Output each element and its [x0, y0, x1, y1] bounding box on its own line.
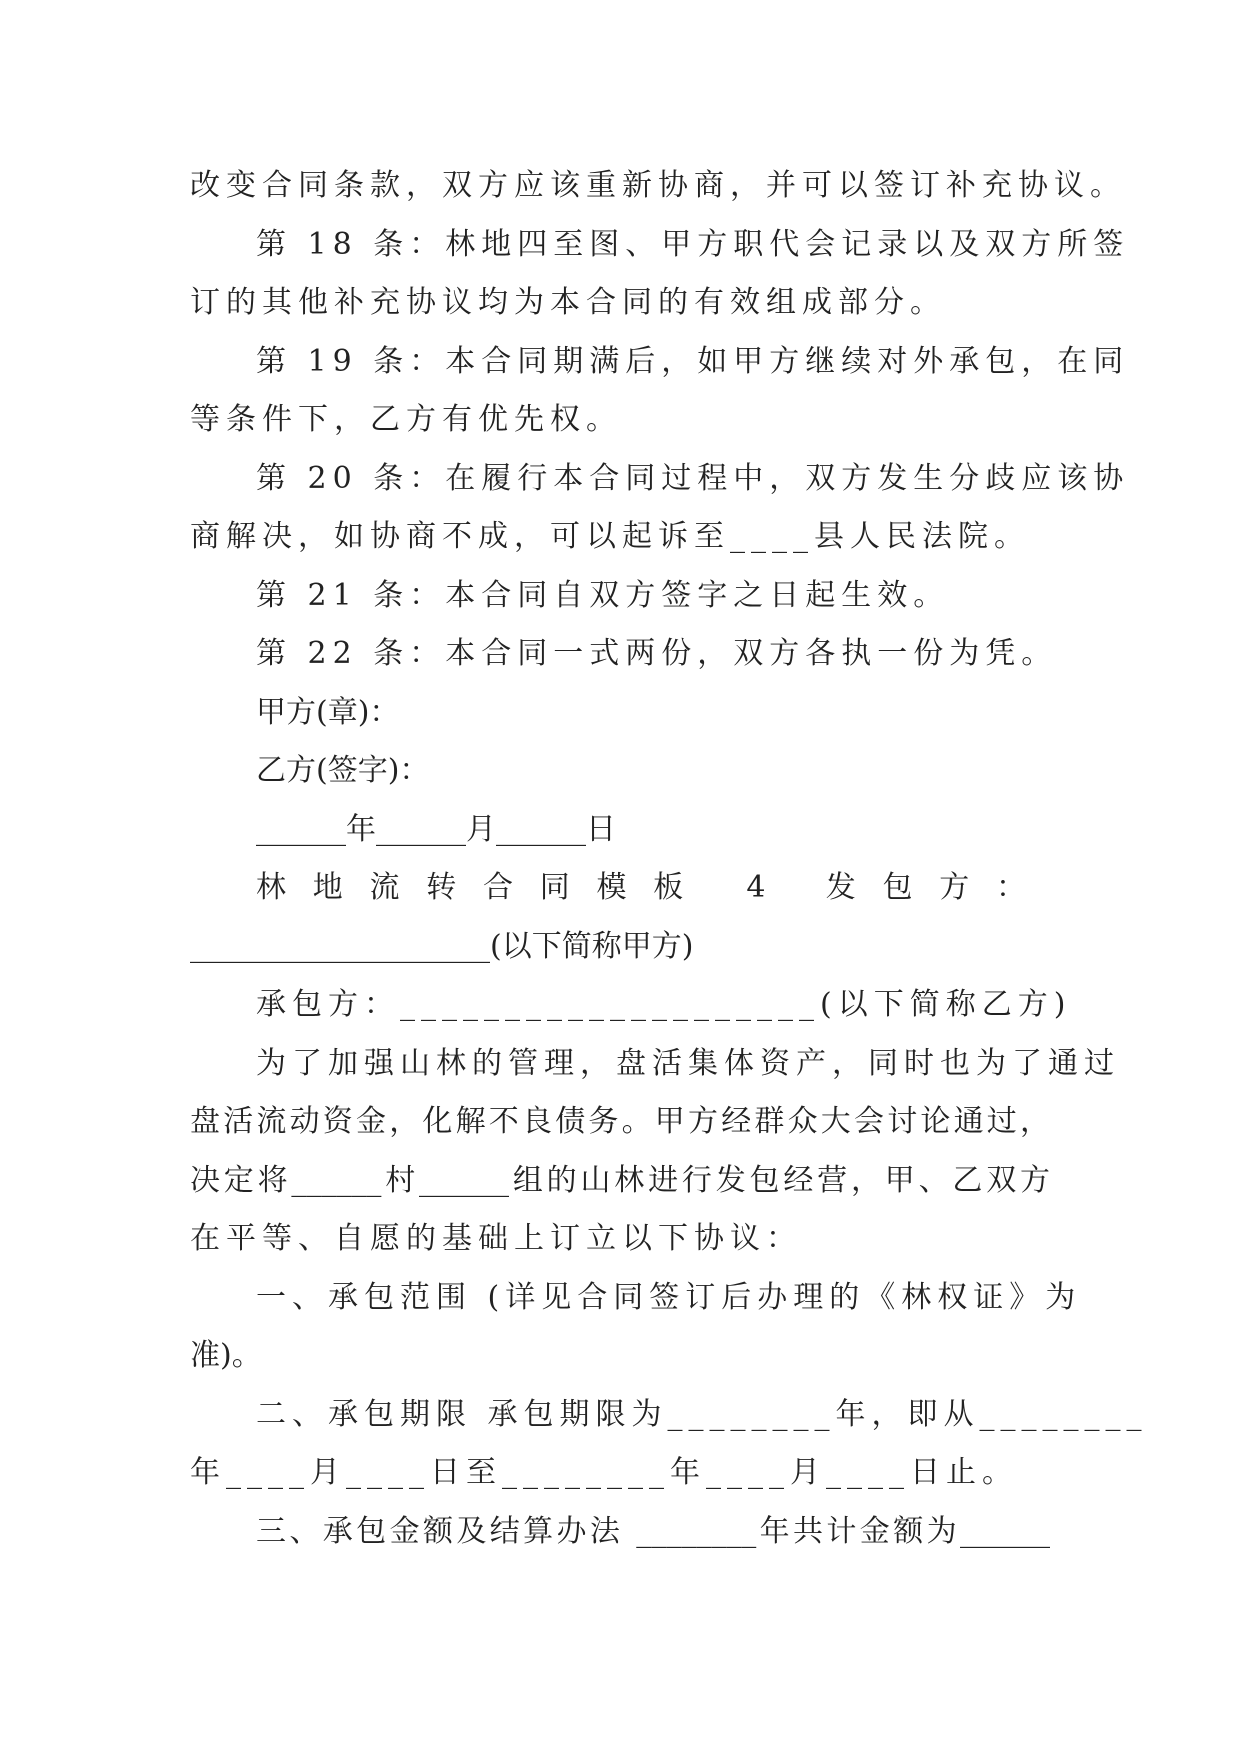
- text-line: 准)。: [190, 1338, 262, 1373]
- party-a-seal-field: 甲方(章)：: [256, 694, 400, 730]
- clause-payment: 三、承包金额及结算办法 ________年共计金额为______: [256, 1513, 1050, 1549]
- party-b-signature-field: 乙方(签字)：: [256, 753, 430, 788]
- contractor-field: 承包方：____________________(以下简称乙方): [256, 987, 1072, 1022]
- text-line: 年____月____日至________年____月____日止。: [190, 1455, 1018, 1490]
- text-line: 等条件下，乙方有优先权。: [190, 402, 622, 437]
- text-line: 改变合同条款，双方应该重新协商，并可以签订补充协议。: [190, 168, 1126, 203]
- clause-term: 二、承包期限 承包期限为________年，即从________: [256, 1396, 1148, 1432]
- article-20: 第 20 条：在履行本合同过程中，双方发生分歧应该协: [256, 460, 1130, 496]
- text-line: 商解决，如协商不成，可以起诉至____县人民法院。: [190, 519, 1030, 554]
- article-22: 第 22 条：本合同一式两份，双方各执一份为凭。: [256, 636, 1058, 671]
- article-21: 第 21 条：本合同自双方签字之日起生效。: [256, 577, 950, 613]
- document-body: [190, 157, 1148, 1561]
- article-19: 第 19 条：本合同期满后，如甲方继续对外承包，在同: [256, 343, 1130, 379]
- preamble: 为了加强山林的管理，盘活集体资产，同时也为了通过: [256, 1045, 1120, 1081]
- section-title: 林地流转合同模板 4 发包方：: [256, 870, 1050, 905]
- article-18: 第 18 条：林地四至图、甲方职代会记录以及双方所签: [256, 226, 1130, 262]
- text-line: 在平等、自愿的基础上订立以下协议：: [190, 1221, 802, 1256]
- text-line: ____________________(以下简称甲方): [190, 928, 694, 964]
- text-line: 决定将______村______组的山林进行发包经营，甲、乙双方: [190, 1162, 1050, 1198]
- clause-scope: 一、承包范围 (详见合同签订后办理的《林权证》为: [256, 1279, 1082, 1315]
- text-line: 盘活流动资金，化解不良债务。甲方经群众大会讨论通过，: [190, 1104, 1050, 1139]
- text-line: 订的其他补充协议均为本合同的有效组成部分。: [190, 285, 946, 320]
- date-field: ______年______月______日: [256, 811, 616, 847]
